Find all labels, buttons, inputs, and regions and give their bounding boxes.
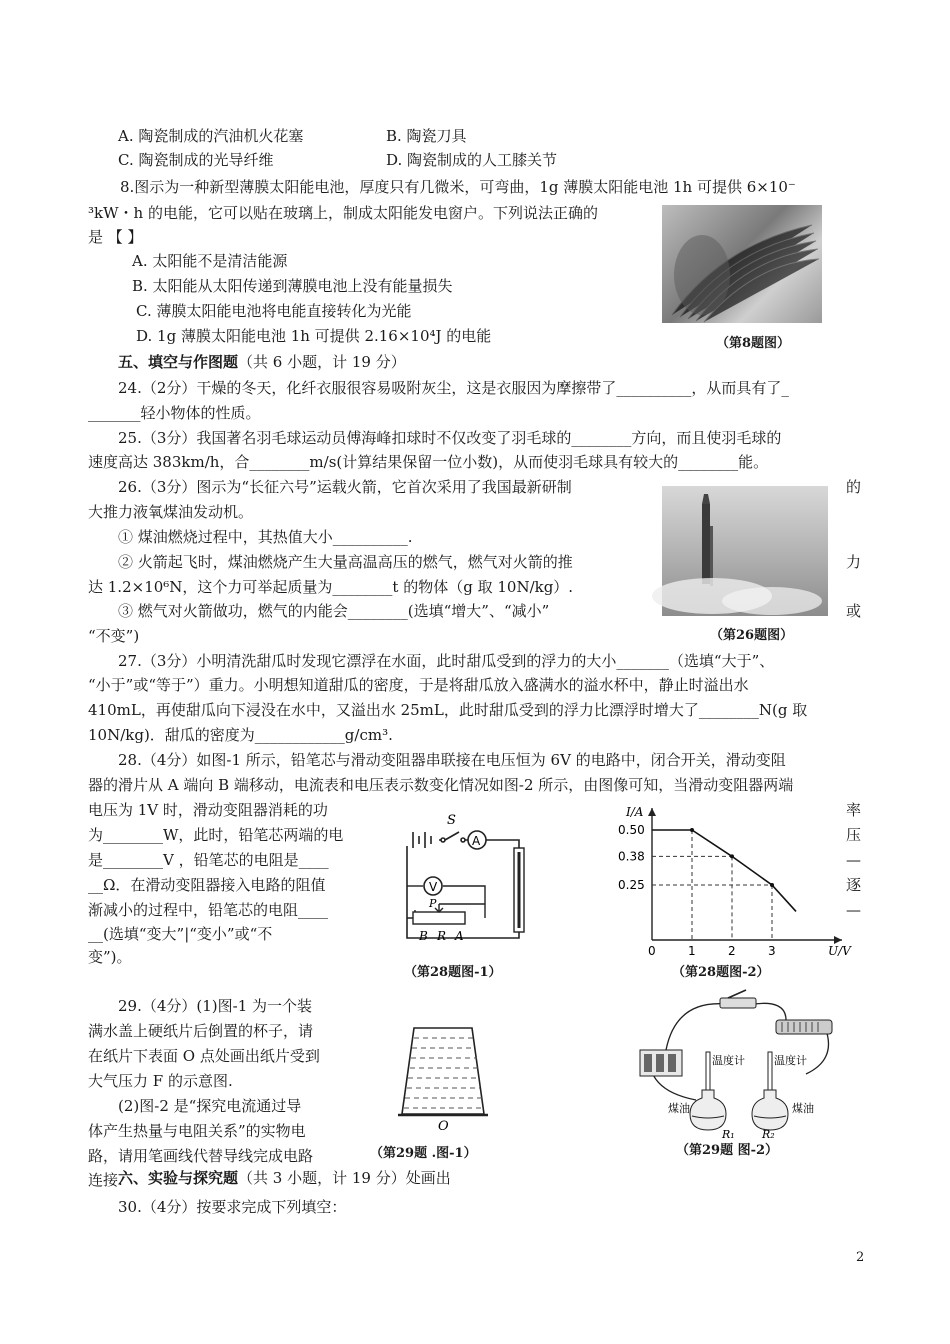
q8-line-3: 是 【 】 [88,228,143,246]
q24-line-2: _______轻小物体的性质。 [88,404,261,422]
q26-line-7: “不变”) [88,627,140,645]
q28-figure-2-caption: （第28题图-2） [672,965,770,980]
q26-line-5: 达 1.2×10⁶N，这个力可举起质量为________t 的物体（g 取 10N/kg）. [88,578,574,596]
thermometer-right-label: 温度计 [774,1054,807,1067]
q28-line-3-end: 率 [846,801,862,819]
q8-option-a: A. 太阳能不是清洁能源 [132,252,288,270]
q28-line-2: 器的滑片从 A 端向 B 端移动，电流表和电压表示数变化情况如图-2 所示，由图像可知，当滑动变阻器两端 [88,776,794,794]
x-tick-label-1: 1 [688,944,696,958]
ammeter-label: A [472,834,481,848]
x-axis-arrow [834,936,842,944]
q28-line-9: 变”)。 [88,948,132,966]
slider-label: P [429,897,437,910]
q28-line-6: __Ω．在滑动变阻器接入电路的阻值 [88,876,326,894]
point-o-label: O [438,1119,449,1134]
q27-line-3: 410mL，再使甜瓜向下浸没在水中，又溢出水 25mL，此时甜瓜受到的浮力比漂浮时增大了________N(g 取 [88,701,808,719]
q26-line-6-end: 或 [846,602,862,620]
q7-option-c: C. 陶瓷制成的光导纤维 [118,151,274,169]
q29-line-2: 满水盖上硬纸片后倒置的杯子，请 [88,1022,314,1040]
x-tick-label-3: 3 [768,944,776,958]
section-6-note: （共 3 小题，计 19 分）处画出 [238,1169,451,1187]
q26-figure-caption: （第26题图） [710,628,794,643]
rheostat-icon [776,1020,832,1034]
oil-left-label: 煤油 [668,1102,690,1115]
q26-line-6: ③ 燃气对火箭做功，燃气的内能会________(选填“增大”、“减小” [118,602,550,620]
q28-line-5-end: — [846,851,861,869]
rocket-photo [662,486,828,616]
thermometer-left-label: 温度计 [712,1054,745,1067]
q8-option-b: B. 太阳能从太阳传递到薄膜电池上没有能量损失 [132,277,453,295]
data-point-1 [690,828,694,832]
q28-line-7: 渐减小的过程中，铅笔芯的电阻____ [88,901,329,919]
switch-icon [720,990,756,1008]
q28-line-4: 为________W，此时，铅笔芯两端的电 [88,826,344,844]
q7-option-b: B. 陶瓷刀具 [386,127,467,145]
iu-series-line [652,830,796,911]
q29-line-6: 体产生热量与电阻关系”的实物电 [88,1122,306,1140]
end-a-label: A [455,929,464,943]
x-tick-label-0: 0 [648,944,656,958]
data-point-3 [770,883,774,887]
y-tick-label-0: 0.25 [618,878,645,892]
q28-figure-1-caption: （第28题图-1） [404,965,502,980]
q29-line-3: 在纸片下表面 O 点处画出纸片受到 [88,1047,320,1065]
q25-line-1: 25.（3分）我国著名羽毛球运动员傅海峰扣球时不仅改变了羽毛球的________方向，而且使羽毛球的 [118,429,782,447]
x-axis-label: U/V [828,944,851,958]
q7-option-d: D. 陶瓷制成的人工膝关节 [386,151,558,169]
y-axis-arrow [648,808,656,816]
q28-iu-graph [610,800,850,958]
r2-label: R₂ [762,1128,775,1141]
voltmeter-label: V [429,880,438,894]
q26-line-1: 26.（3分）图示为“长征六号”运载火箭，它首次采用了我国最新研制 [118,478,572,496]
battery-pack-icon [640,1050,682,1076]
y-tick-label-1: 0.38 [618,849,645,864]
q26-line-1-end: 的 [846,478,862,496]
section-5-note: （共 6 小题，计 19 分） [238,353,406,371]
q28-circuit-diagram [385,808,545,948]
q27-line-2: “小于”或“等于”）重力。小明想知道甜瓜的密度，于是将甜瓜放入盛满水的溢水杯中，静止时溢出水 [88,676,749,694]
q26-line-3: ① 煤油燃烧过程中，其热值大小__________. [118,528,413,546]
q28-line-4-end: 压 [846,826,862,844]
section-6-title: 六、实验与探究题 [118,1169,239,1187]
q27-line-4: 10N/kg)．甜瓜的密度为____________g/cm³. [88,726,393,744]
q28-line-1: 28.（4分）如图-1 所示，铅笔芯与滑动变阻器串联接在电压恒为 6V 的电路中，闭合开关，滑动变阻 [118,751,786,769]
solar-film-photo [662,205,822,323]
q26-line-4-end: 力 [846,553,862,571]
section-5-heading [118,352,406,372]
x-tick-label-2: 2 [728,944,736,958]
q8-option-c: C. 薄膜太阳能电池将电能直接转化为光能 [136,302,412,320]
q28-line-3: 电压为 1V 时，滑动变阻器消耗的功 [88,801,328,819]
q29-figure-1-caption: （第29题 .图-1） [370,1146,477,1161]
q8-option-d: D. 1g 薄膜太阳能电池 1h 可提供 2.16×10⁴J 的电能 [136,327,492,345]
page-number: 2 [856,1250,865,1265]
resistor-label: R [437,929,447,943]
switch-label: S [447,813,456,828]
q30-line-1: 30.（4分）按要求完成下列填空： [118,1198,347,1216]
q28-line-6-end: 逐 [846,876,862,894]
q7-option-a: A. 陶瓷制成的汽油机火花塞 [118,127,304,145]
y-axis-label: I/A [626,805,644,819]
q24-line-1: 24.（2分）干燥的冬天，化纤衣服很容易吸附灰尘，这是衣服因为摩擦带了__________，从而具有了_ [118,379,789,397]
q29-line-4: 大气压力 F 的示意图. [88,1072,233,1090]
heat-experiment-apparatus [636,990,846,1140]
battery-gap [405,834,439,846]
section-6-heading [118,1168,451,1188]
q28-line-8: __(选填“变大”|“变小”或“不 [88,925,273,943]
q27-line-1: 27.（3分）小明清洗甜瓜时发现它漂浮在水面，此时甜瓜受到的浮力的大小_______（选填“大于”、 [118,652,775,670]
q8-line-2: ³kW・h 的电能，它可以贴在玻璃上，制成太阳能发电窗户。下列说法正确的 [88,204,598,222]
q8-figure-caption: （第8题图） [716,336,791,351]
q29-figure-2-caption: （第29题 图-2） [676,1143,779,1158]
data-point-2 [730,854,734,858]
y-tick-label-2: 0.50 [618,823,645,837]
q8-line-1: 8.图示为一种新型薄膜太阳能电池，厚度只有几微米，可弯曲，1g 薄膜太阳能电池 1h 可提供 6×10⁻ [120,178,796,196]
q26-line-4: ② 火箭起飞时，煤油燃烧产生大量高温高压的燃气，燃气对火箭的推 [118,553,573,571]
q25-line-2: 速度高达 383km/h，合________m/s(计算结果保留一位小数)，从而使羽毛球具有较大的________能。 [88,453,769,471]
oil-right-label: 煤油 [792,1102,814,1115]
q28-line-5: 是________V ，铅笔芯的电阻是____ [88,851,329,869]
q29-line-8: 连接. [88,1171,123,1189]
rheostat-icon [413,912,465,924]
section-5-title: 五、填空与作图题 [118,353,239,371]
inverted-cup-diagram [392,1022,502,1134]
q29-line-1: 29.（4分）(1)图-1 为一个装 [118,997,313,1015]
q26-line-2: 大推力液氧煤油发动机。 [88,503,254,521]
q29-line-7: 路，请用笔画线代替导线完成电路 [88,1147,314,1165]
end-b-label: B [419,929,428,943]
r1-label: R₁ [722,1128,735,1141]
q29-line-5: (2)图-2 是“探究电流通过导 [118,1097,302,1115]
q28-line-7-end: — [846,901,861,919]
